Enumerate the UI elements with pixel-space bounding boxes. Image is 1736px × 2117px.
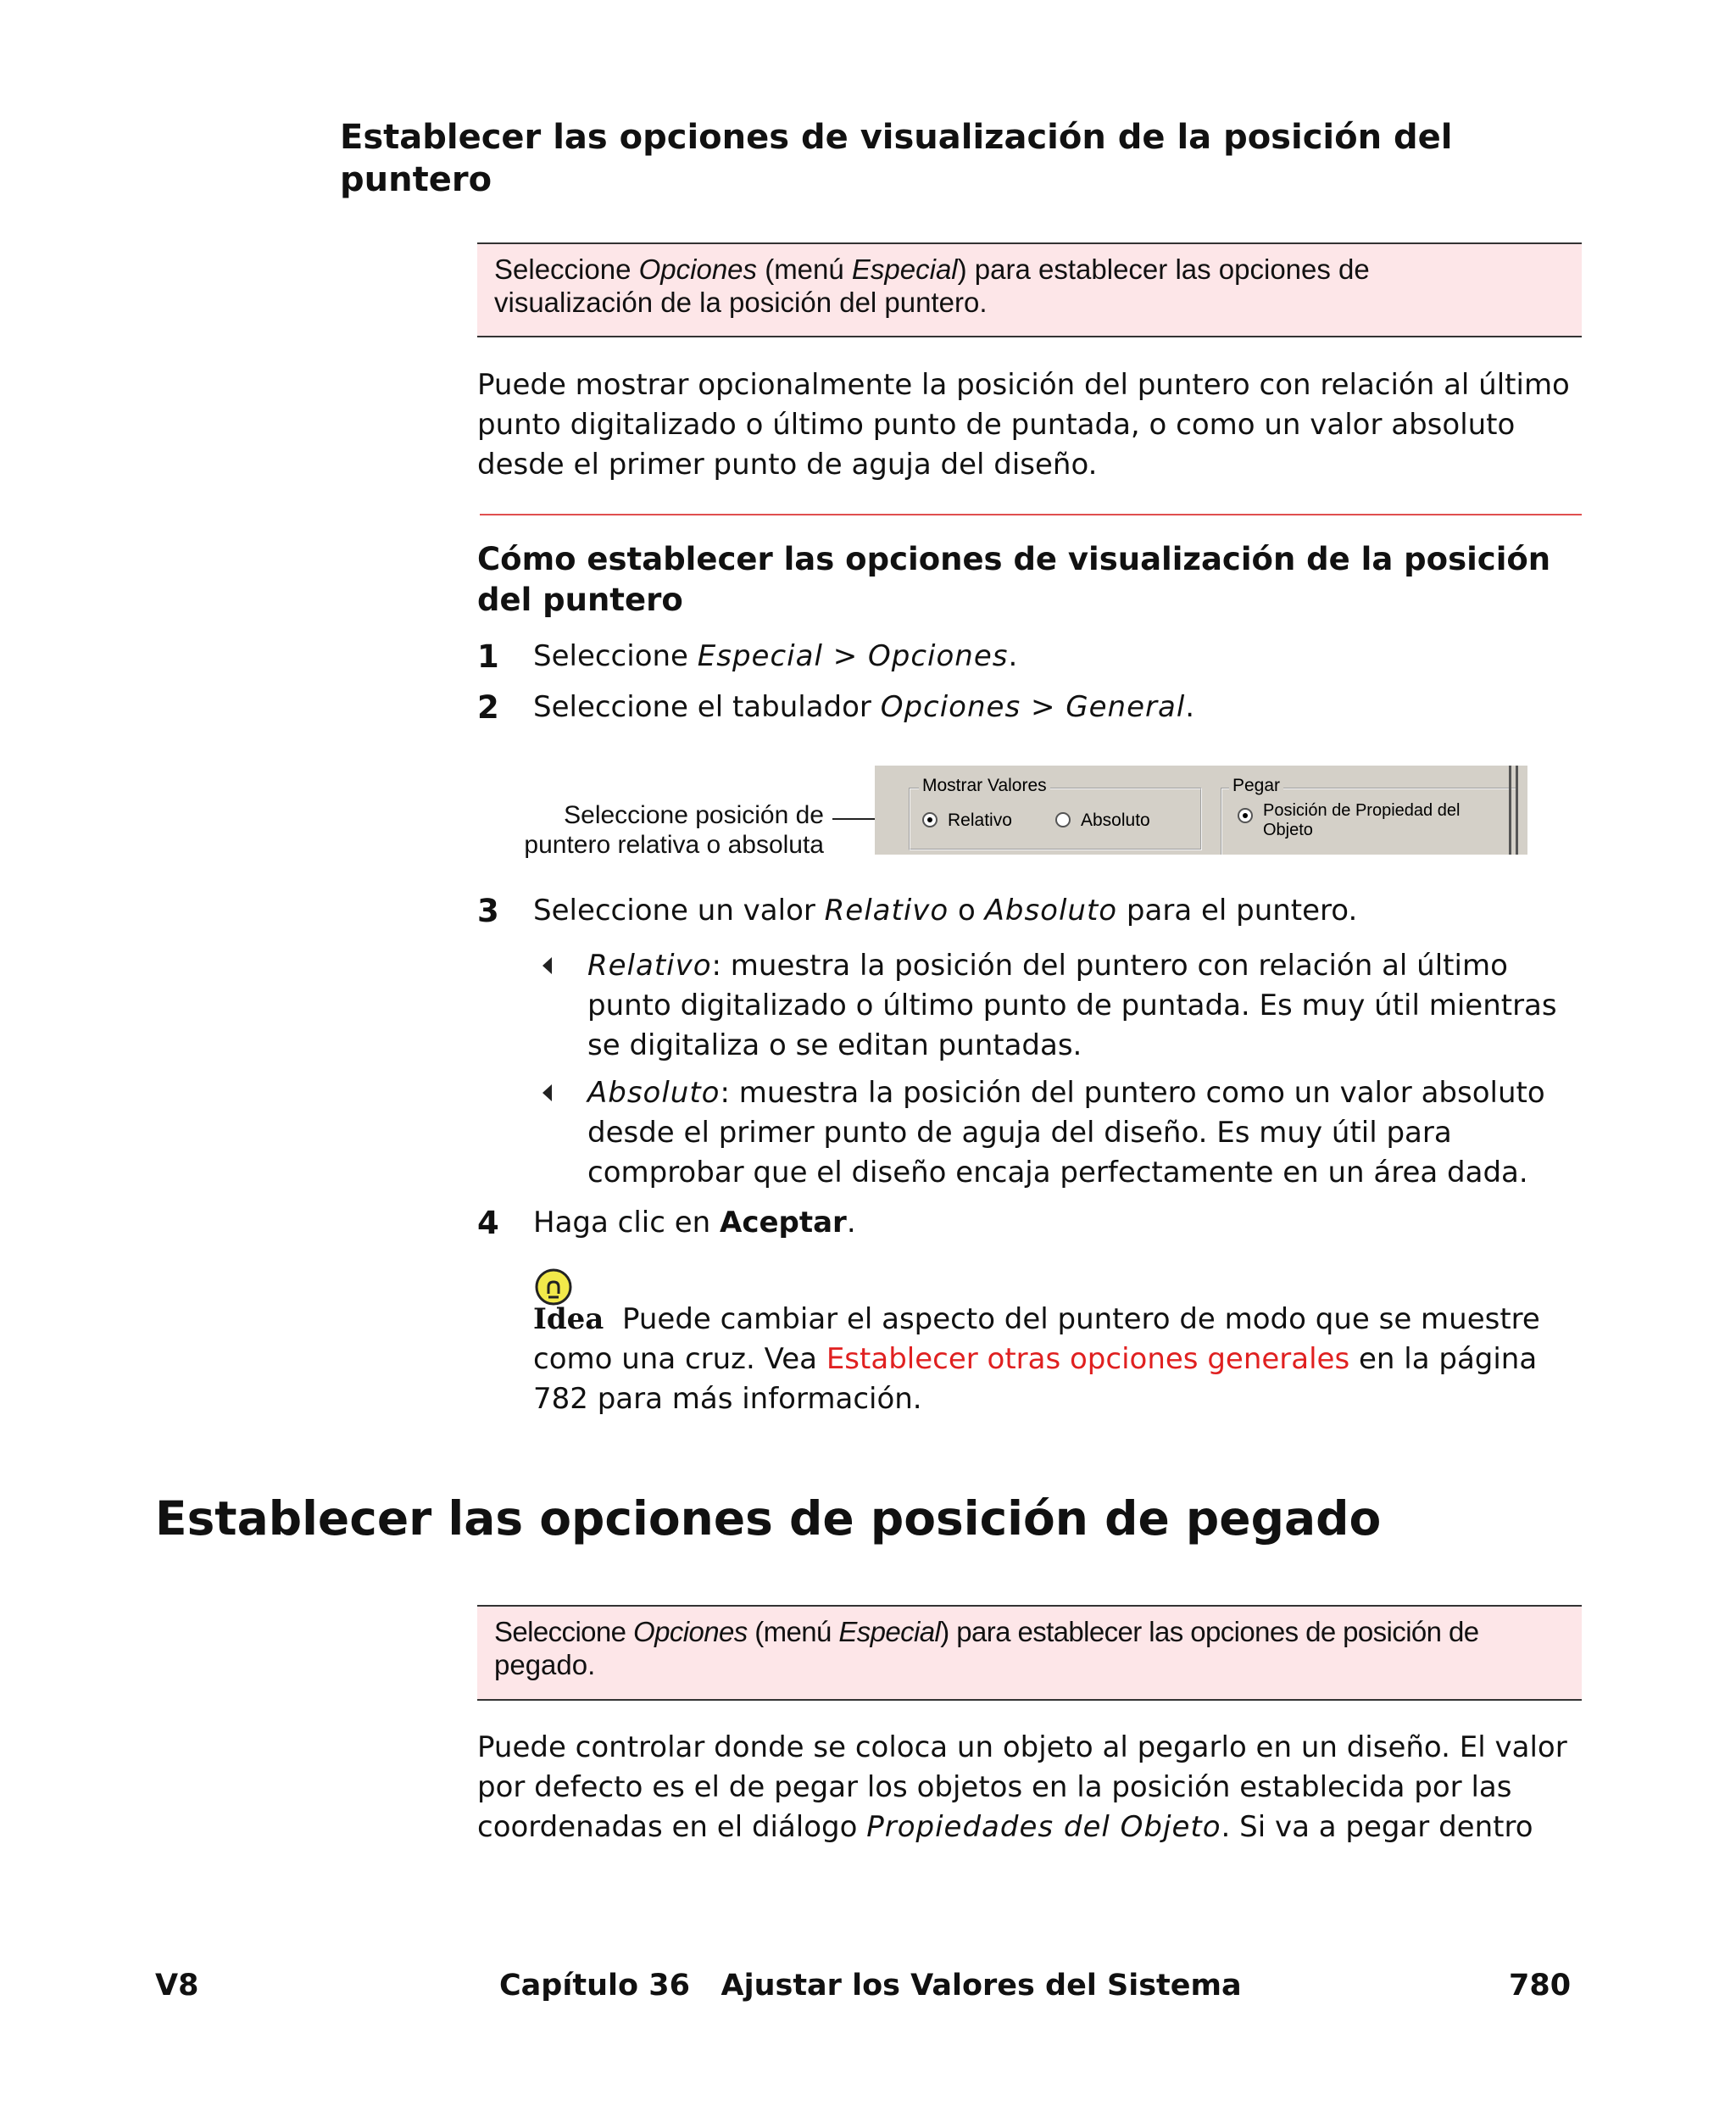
section-title-line1: Establecer las opciones de visualización de la posición del xyxy=(340,118,1453,157)
bullet-arrow-icon xyxy=(542,957,552,974)
posicion-propiedad-radio[interactable] xyxy=(1238,808,1253,823)
footer-version: V8 xyxy=(155,1969,199,2003)
absoluto-label: Absoluto xyxy=(1081,811,1150,830)
step-2-number: 2 xyxy=(477,689,499,726)
step-4-text: Haga clic en Aceptar. xyxy=(533,1206,856,1240)
bullet-absoluto: Absoluto: muestra la posición del puntero como un valor absoluto desde el primer punto de aguja del diseño. Es muy útil para comprobar que el diseño encaja perfectamente en un área dada. xyxy=(587,1076,1545,1189)
menu-hint-line2: visualización de la posición del puntero. xyxy=(494,287,988,318)
posicion-propiedad-label: Posición de Propiedad del Objeto xyxy=(1263,801,1461,839)
paste-paragraph: Puede controlar donde se coloca un objeto al pegarlo en un diseño. El valor por defecto es el de pegar los objetos en la posición establecida por las coordenadas en el diálogo Propiedades del Objeto. Si va a pegar dentro xyxy=(477,1730,1567,1844)
idea-tip: Idea Puede cambiar el aspecto del puntero de modo que se muestre como una cruz. Vea Establecer otras opciones generales en la página 782 para más información. xyxy=(533,1302,1540,1416)
menu-hint-line1: Seleccione Opciones (menú Especial) para establecer las opciones de xyxy=(494,253,1370,285)
dialog-edge xyxy=(1509,766,1511,855)
step-4-number: 4 xyxy=(477,1205,499,1241)
howto-heading: Cómo establecer las opciones de visualización de la posición del puntero xyxy=(477,541,1551,618)
step-2-text: Seleccione el tabulador Opciones > General. xyxy=(533,690,1195,724)
crossref-link[interactable]: Establecer otras opciones generales xyxy=(826,1342,1350,1376)
section-title xyxy=(340,116,1586,201)
footer-chapter: Capítulo 36 Ajustar los Valores del Sistema xyxy=(499,1969,1242,2003)
divider-rule xyxy=(480,514,1582,515)
bullet-arrow-icon xyxy=(542,1084,552,1101)
section-title-line2: puntero xyxy=(340,160,492,199)
relativo-label: Relativo xyxy=(948,811,1012,830)
intro-paragraph: Puede mostrar opcionalmente la posición del puntero con relación al último punto digitalizado o último punto de puntada, o como un valor absoluto desde el primer punto de aguja del diseño. xyxy=(477,368,1570,482)
menu-hint-2-line2: pegado. xyxy=(494,1649,596,1680)
bullet-relativo: Relativo: muestra la posición del puntero con relación al último punto digitalizado o último punto de puntada. Es muy útil mientras se digitaliza o se editan puntadas. xyxy=(587,949,1557,1062)
step-1-text: Seleccione Especial > Opciones. xyxy=(533,639,1018,673)
pegar-title: Pegar xyxy=(1229,777,1283,795)
relativo-radio[interactable] xyxy=(922,812,938,827)
absoluto-radio[interactable] xyxy=(1055,812,1071,827)
callout-label: Seleccione posición de puntero relativa o absoluta xyxy=(524,801,824,859)
section-2-title: Establecer las opciones de posición de pegado xyxy=(155,1491,1382,1546)
footer-page-number: 780 xyxy=(1509,1969,1572,2003)
menu-hint-box xyxy=(477,242,1582,337)
step-1-number: 1 xyxy=(477,638,499,675)
options-dialog-screenshot xyxy=(875,766,1527,855)
dialog-edge-2 xyxy=(1516,766,1518,855)
mostrar-valores-title: Mostrar Valores xyxy=(919,777,1050,795)
step-3-text: Seleccione un valor Relativo o Absoluto para el puntero. xyxy=(533,894,1358,928)
step-3-number: 3 xyxy=(477,893,499,929)
menu-hint-box-2 xyxy=(477,1605,1582,1701)
menu-hint-2-line1: Seleccione Opciones (menú Especial) para establecer las opciones de posición de xyxy=(494,1616,1479,1647)
idea-label: Idea xyxy=(533,1302,604,1336)
